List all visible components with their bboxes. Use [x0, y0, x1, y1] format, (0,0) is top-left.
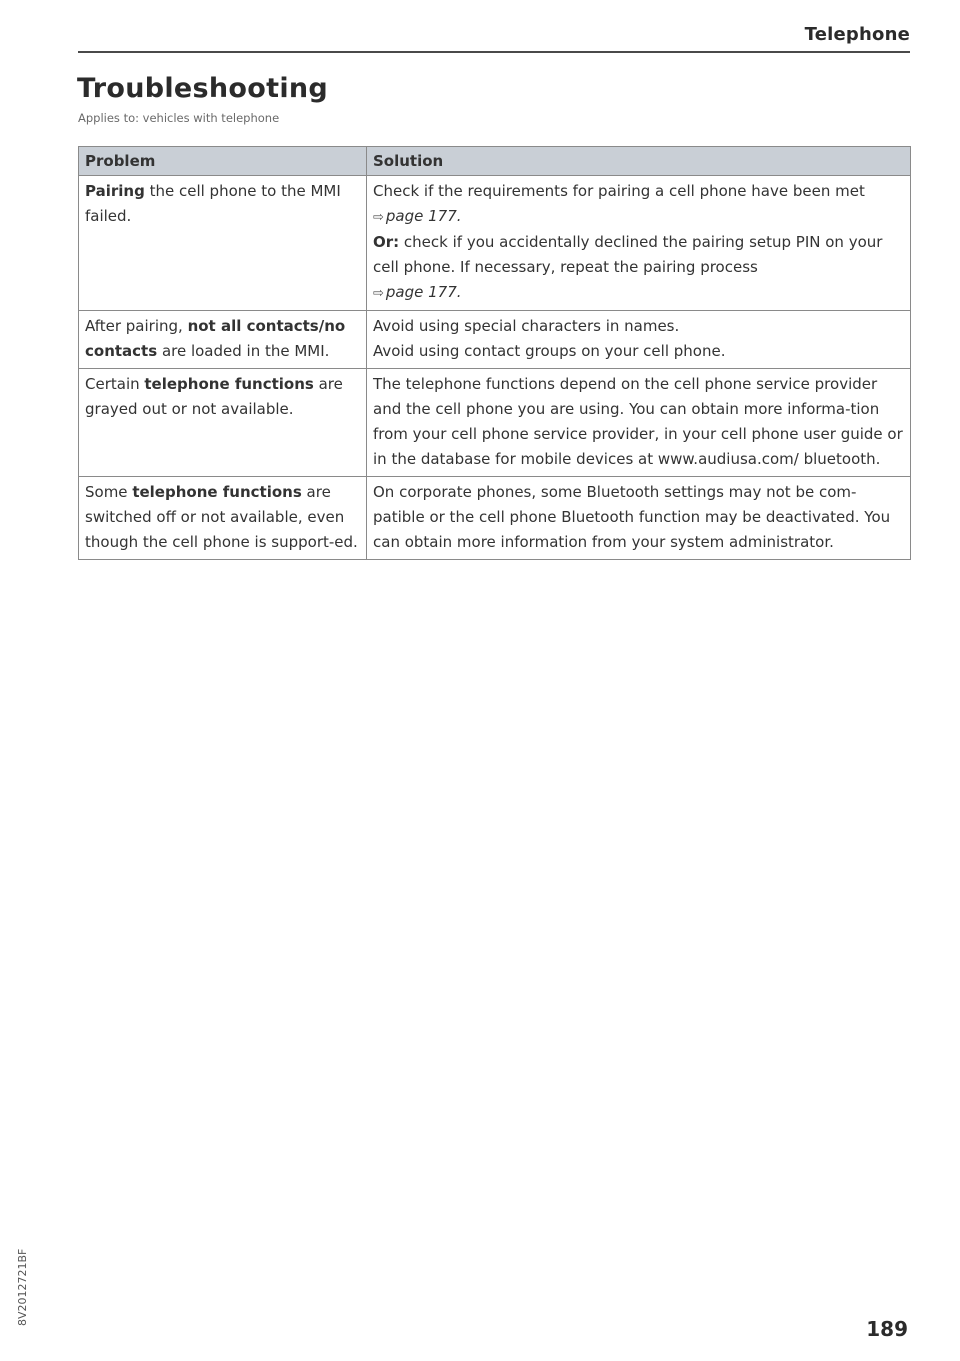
document-code-text: 8V2012721BF — [16, 1248, 29, 1326]
page-reference — [373, 283, 462, 301]
problem-text: are switched off or not available, even though the cell phone is support-ed. — [85, 483, 358, 551]
solution-text: check if you accidentally declined the pairing setup PIN on your cell phone. If necessary, repeat the pairing process — [373, 233, 883, 276]
solution-cell — [367, 477, 911, 560]
solution-text: On corporate phones, some Bluetooth settings may not be com-patible or the cell phone Bluetooth function may be deactivated. You can obtain more information from your system administrator. — [373, 483, 891, 551]
solution-line: Avoid using contact groups on your cell phone. — [373, 342, 726, 360]
problem-text: Some — [85, 483, 133, 501]
solution-paragraph — [373, 179, 906, 230]
solution-cell — [367, 369, 911, 477]
arrow-right-icon: ⇨ — [373, 210, 384, 225]
problem-cell — [79, 311, 367, 369]
solution-cell — [367, 176, 911, 311]
problem-cell — [79, 176, 367, 311]
solution-cell — [367, 311, 911, 369]
page-reference — [373, 207, 462, 225]
table-row — [79, 176, 911, 311]
problem-keyword: telephone functions — [132, 483, 302, 501]
problem-cell — [79, 477, 367, 560]
troubleshooting-table — [78, 146, 911, 560]
problem-keyword: telephone functions — [144, 375, 314, 393]
table-row — [79, 477, 911, 560]
section-title: Telephone — [804, 24, 910, 45]
problem-text: are grayed out or not available. — [85, 375, 343, 418]
table-row — [79, 311, 911, 369]
solution-text: Check if the requirements for pairing a cell phone have been met — [373, 182, 865, 200]
header-problem: Problem — [79, 147, 367, 176]
solution-text: The telephone functions depend on the cell phone service provider and the cell phone you are using. You can obtain more informa-tion from your cell phone service provider, in your cell phone user guide or in the database for mobile devices at www.audiusa.com/ bluetooth. — [373, 375, 903, 468]
problem-text: Certain — [85, 375, 145, 393]
document-code — [2, 1216, 29, 1326]
page-reference-text: page 177. — [385, 207, 462, 225]
header-divider — [78, 51, 910, 53]
applies-to-note: Applies to: vehicles with telephone — [78, 111, 280, 125]
problem-cell — [79, 369, 367, 477]
header-solution: Solution — [367, 147, 911, 176]
page-number: 189 — [866, 1317, 908, 1341]
solution-line: Avoid using special characters in names. — [373, 317, 680, 335]
solution-paragraph — [373, 230, 906, 306]
page-title: Troubleshooting — [77, 73, 329, 104]
problem-text: the cell phone to the MMI failed. — [85, 182, 341, 225]
problem-text: After pairing, — [85, 317, 188, 335]
page-reference-text: page 177. — [385, 283, 462, 301]
problem-keyword: Pairing — [85, 182, 145, 200]
or-label: Or: — [373, 233, 400, 251]
problem-text: are loaded in the MMI. — [157, 342, 330, 360]
table-row — [79, 369, 911, 477]
problem-keyword: not all contacts/no contacts — [85, 317, 346, 360]
arrow-right-icon: ⇨ — [373, 286, 384, 301]
table-header-row — [79, 147, 911, 176]
